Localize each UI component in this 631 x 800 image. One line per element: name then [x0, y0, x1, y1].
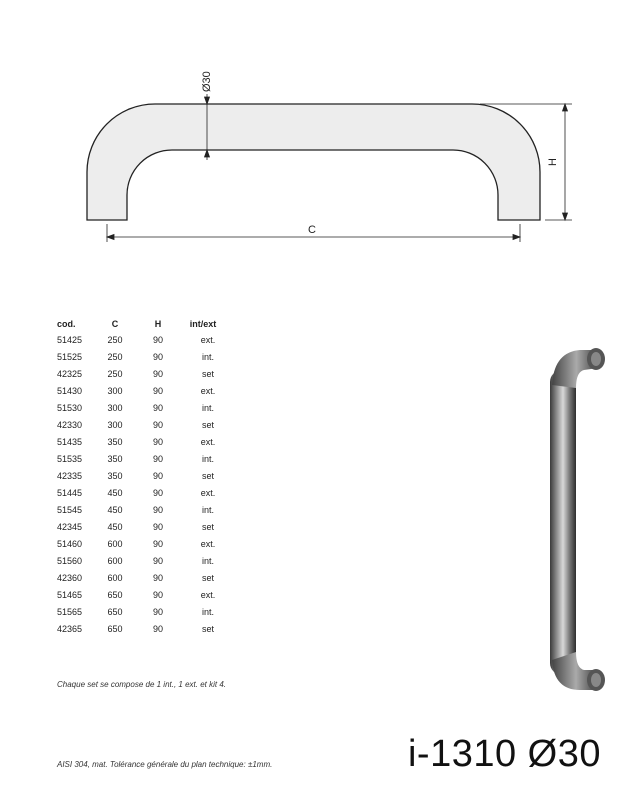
cell-cod: 51560	[57, 556, 83, 567]
cell-c: 350	[107, 470, 123, 481]
table-row	[57, 433, 227, 450]
table-row	[57, 604, 227, 621]
cell-int-ext: set	[201, 522, 214, 533]
cell-cod: 42345	[57, 522, 83, 533]
cell-cod: 51435	[57, 436, 83, 447]
header-cod: cod.	[57, 318, 76, 329]
cell-h: 90	[152, 624, 163, 635]
cell-cod: 51525	[57, 351, 83, 362]
set-composition-note: Chaque set se compose de 1 int., 1 ext. et kit 4.	[57, 680, 226, 689]
cell-c: 450	[107, 522, 123, 533]
cell-int-ext: int.	[201, 607, 214, 618]
height-label: H	[547, 158, 559, 166]
cell-int-ext: ext.	[200, 334, 216, 345]
cell-int-ext: int.	[201, 453, 214, 464]
cell-c: 450	[107, 504, 123, 515]
cell-int-ext: ext.	[200, 590, 216, 601]
table-row	[57, 365, 227, 382]
cell-cod: 51535	[57, 453, 83, 464]
cell-cod: 51545	[57, 504, 83, 515]
cell-h: 90	[152, 607, 163, 618]
cell-c: 250	[107, 334, 123, 345]
cell-cod: 51465	[57, 590, 83, 601]
table-row	[57, 587, 227, 604]
cell-h: 90	[152, 539, 163, 550]
cell-h: 90	[152, 436, 163, 447]
table-row	[57, 348, 227, 365]
cell-h: 90	[152, 419, 163, 430]
cell-c: 300	[107, 419, 123, 430]
cell-int-ext: set	[201, 419, 214, 430]
table-body	[57, 331, 227, 638]
spec-table	[57, 316, 227, 638]
cell-cod: 51425	[57, 334, 83, 345]
cell-c: 350	[107, 436, 123, 447]
cell-c: 650	[107, 607, 123, 618]
cell-cod: 51430	[57, 385, 83, 396]
cell-cod: 51445	[57, 487, 83, 498]
cell-int-ext: int.	[201, 402, 214, 413]
table-row	[57, 501, 227, 518]
cell-h: 90	[152, 573, 163, 584]
header-c: C	[111, 318, 119, 329]
handle-photo	[540, 340, 615, 700]
cell-cod: 42325	[57, 368, 83, 379]
cell-c: 600	[107, 539, 123, 550]
table-header-row	[57, 316, 227, 331]
cell-int-ext: int.	[201, 351, 214, 362]
cell-int-ext: set	[201, 470, 214, 481]
handle-bottom-cap	[591, 673, 601, 687]
table-row	[57, 484, 227, 501]
table-row	[57, 570, 227, 587]
cell-cod: 42360	[57, 573, 83, 584]
cell-c: 600	[107, 556, 123, 567]
table-row	[57, 519, 227, 536]
cell-h: 90	[152, 522, 163, 533]
handle-bar	[550, 370, 576, 675]
cell-int-ext: set	[201, 368, 214, 379]
cell-int-ext: int.	[201, 556, 214, 567]
cell-h: 90	[152, 351, 163, 362]
table-row	[57, 467, 227, 484]
cell-c: 350	[107, 453, 123, 464]
table-row	[57, 621, 227, 638]
material-note: AISI 304, mat. Tolérance générale du plan technique: ±1mm.	[57, 760, 273, 769]
cell-h: 90	[152, 453, 163, 464]
table-row	[57, 450, 227, 467]
cell-h: 90	[152, 385, 163, 396]
cell-c: 600	[107, 573, 123, 584]
cell-int-ext: ext.	[200, 436, 216, 447]
cell-c: 300	[107, 385, 123, 396]
table-row	[57, 536, 227, 553]
cell-c: 650	[107, 590, 123, 601]
cell-cod: 42330	[57, 419, 83, 430]
cell-int-ext: ext.	[200, 487, 216, 498]
cell-cod: 42335	[57, 470, 83, 481]
cell-cod: 51460	[57, 539, 83, 550]
cell-c: 300	[107, 402, 123, 413]
cell-cod: 51565	[57, 607, 83, 618]
table-row	[57, 416, 227, 433]
table-row	[57, 553, 227, 570]
cell-int-ext: int.	[201, 504, 214, 515]
handle-top-cap	[591, 352, 601, 366]
cell-h: 90	[152, 487, 163, 498]
cell-int-ext: ext.	[200, 539, 216, 550]
handle-outline	[87, 104, 540, 220]
cell-h: 90	[152, 504, 163, 515]
cell-c: 450	[107, 487, 123, 498]
cell-cod: 51530	[57, 402, 83, 413]
diameter-label: Ø30	[201, 71, 213, 92]
cell-c: 250	[107, 368, 123, 379]
cell-h: 90	[152, 368, 163, 379]
cell-h: 90	[152, 590, 163, 601]
table-row	[57, 331, 227, 348]
cell-h: 90	[152, 402, 163, 413]
cell-cod: 42365	[57, 624, 83, 635]
cell-h: 90	[152, 470, 163, 481]
cell-int-ext: set	[201, 573, 214, 584]
table-row	[57, 382, 227, 399]
header-int-ext: int/ext	[189, 318, 217, 329]
cell-int-ext: ext.	[200, 385, 216, 396]
cell-int-ext: set	[201, 624, 214, 635]
header-h: H	[154, 318, 162, 329]
cell-h: 90	[152, 334, 163, 345]
cell-h: 90	[152, 556, 163, 567]
cell-c: 250	[107, 351, 123, 362]
product-code: i-1310 Ø30	[407, 733, 601, 775]
length-label: C	[308, 224, 316, 236]
cell-c: 650	[107, 624, 123, 635]
table-row	[57, 399, 227, 416]
